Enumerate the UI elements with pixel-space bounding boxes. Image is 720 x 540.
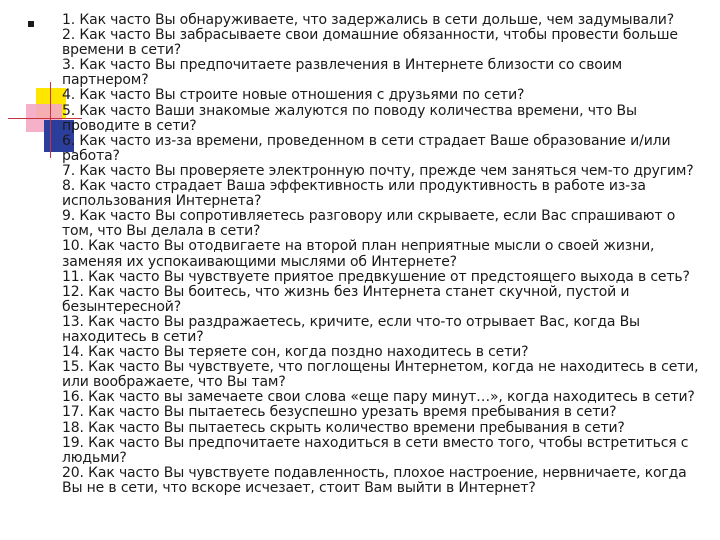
text-line: 2. Как часто Вы забрасываете свои домашние обязанности, чтобы провести больше [62,27,678,44]
text-line: 17. Как часто Вы пытаетесь безуспешно урезать время пребывания в сети? [62,404,617,421]
text-line: партнером? [62,72,149,89]
text-line: Вы не в сети, что вскоре исчезает, стоит Вам выйти в Интернет? [62,479,536,496]
text-line: 20. Как часто Вы чувствуете подавленность, плохое настроение, нервничаете, когда [62,464,687,481]
bullet-square-icon [28,21,34,27]
text-line: 15. Как часто Вы чувствуете, что поглощены Интернетом, когда не находитесь в сети, [62,359,699,376]
text-line: 4. Как часто Вы строите новые отношения с друзьями по сети? [62,87,525,104]
text-line: 14. Как часто Вы теряете сон, когда поздно находитесь в сети? [62,344,529,361]
text-line: 9. Как часто Вы сопротивляетесь разговору или скрываете, если Вас спрашивают о [62,208,676,225]
text-line: 5. Как часто Ваши знакомые жалуются по поводу количества времени, что Вы [62,102,637,119]
text-line: том, что Вы делала в сети? [62,223,261,240]
text-line: работа? [62,147,120,164]
text-line: 19. Как часто Вы предпочитаете находиться в сети вместо того, чтобы встретиться с [62,434,689,451]
text-line: заменяя их успокаивающими мыслями об Интернете? [62,253,457,270]
text-line: людьми? [62,449,127,466]
text-line: 13. Как часто Вы раздражаетесь, кричите, если что-то отрывает Вас, когда Вы [62,313,640,330]
text-line: 1. Как часто Вы обнаруживаете, что задержались в сети дольше, чем задумывали? [62,12,675,28]
text-line: использования Интернета? [62,193,262,210]
text-line: времени в сети? [62,42,182,59]
text-line: 11. Как часто Вы чувствуете приятое предвкушение от предстоящего выхода в сеть? [62,268,690,285]
text-line: 16. Как часто вы замечаете свои слова «еще пару минут…», когда находитесь в сети? [62,389,695,406]
text-line: безынтересной? [62,298,182,315]
decorative-vertical-line [50,82,51,158]
text-line: находитесь в сети? [62,328,204,345]
text-line: или воображаете, что Вы там? [62,374,286,391]
text-line: проводите в сети? [62,117,197,134]
text-line: 10. Как часто Вы отодвигаете на второй план неприятные мысли о своей жизни, [62,238,655,255]
text-line: 12. Как часто Вы боитесь, что жизнь без Интернета станет скучной, пустой и [62,283,630,300]
text-line: 8. Как часто страдает Ваша эффективность или продуктивность в работе из-за [62,178,646,195]
text-line: 6. Как часто из-за времени, проведенном в сети страдает Ваше образование и/или [62,132,671,149]
text-line: 7. Как часто Вы проверяете электронную почту, прежде чем заняться чем-то другим? [62,162,694,179]
text-line: 3. Как часто Вы предпочитаете развлечения в Интернете близости со своим [62,57,623,74]
text-line: 18. Как часто Вы пытаетесь скрыть количество времени пребывания в сети? [62,419,625,436]
question-list [62,13,708,496]
